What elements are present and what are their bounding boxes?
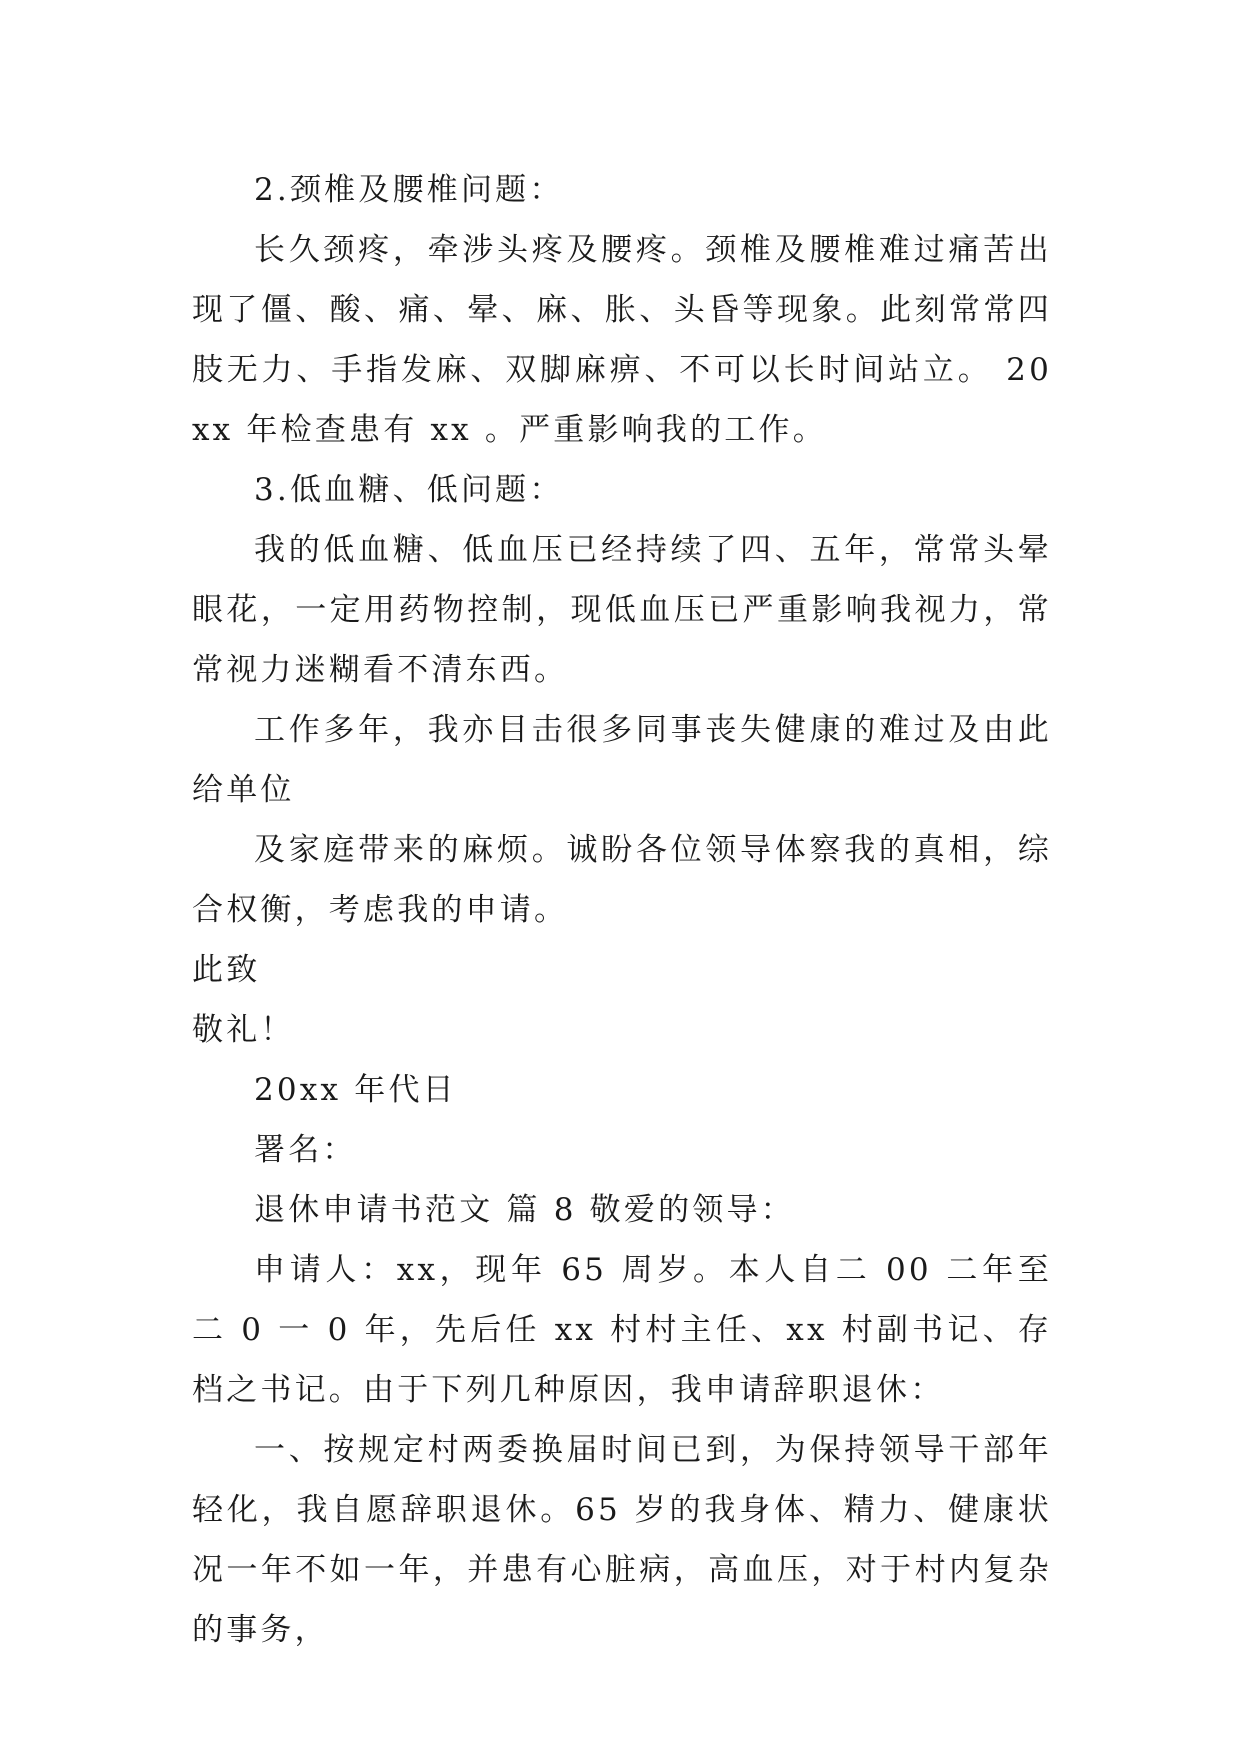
closing-respect: 敬礼！	[192, 1012, 295, 1048]
section-title-sample-8: 退休申请书范文 篇 8 敬爱的领导：	[254, 1192, 795, 1228]
paragraph-request-consideration: 及家庭带来的麻烦。诚盼各位领导体察我的真相，综合权衡，考虑我的申请。	[192, 832, 1052, 928]
paragraph-applicant-info: 申请人：xx，现年 65 周岁。本人自二 00 二年至二 0 一 0 年，先后任 xx 村村主任、xx 村副书记、存档之书记。由于下列几种原因，我申请辞职退休：	[192, 1252, 1052, 1408]
paragraph-low-blood-pressure: 我的低血糖、低血压已经持续了四、五年，常常头晕眼花，一定用药物控制，现低血压已严重影响我视力，常常视力迷糊看不清东西。	[192, 532, 1052, 688]
paragraph-reason-one: 一、按规定村两委换届时间已到，为保持领导干部年轻化，我自愿辞职退休。65 岁的我身体、精力、健康状况一年不如一年，并患有心脏病，高血压，对于村内复杂的事务，	[192, 1432, 1052, 1648]
paragraph-colleagues-health: 工作多年，我亦目击很多同事丧失健康的难过及由此给单位	[192, 712, 1052, 808]
signature-line: 署名：	[254, 1132, 357, 1168]
date-line: 20xx 年代日	[254, 1072, 457, 1108]
paragraph-cervical-symptoms: 长久颈疼，牵涉头疼及腰疼。颈椎及腰椎难过痛苦出现了僵、酸、痛、晕、麻、胀、头昏等现象。此刻常常四肢无力、手指发麻、双脚麻痹、不可以长时间站立。 20xx 年检查患有 xx 。严重影响我的工作。	[192, 232, 1052, 448]
heading-low-blood-sugar: 3.低血糖、低问题：	[254, 472, 564, 508]
document-body	[192, 160, 1052, 1660]
heading-cervical-lumbar: 2.颈椎及腰椎问题：	[254, 172, 564, 208]
closing-salutation: 此致	[192, 952, 261, 988]
